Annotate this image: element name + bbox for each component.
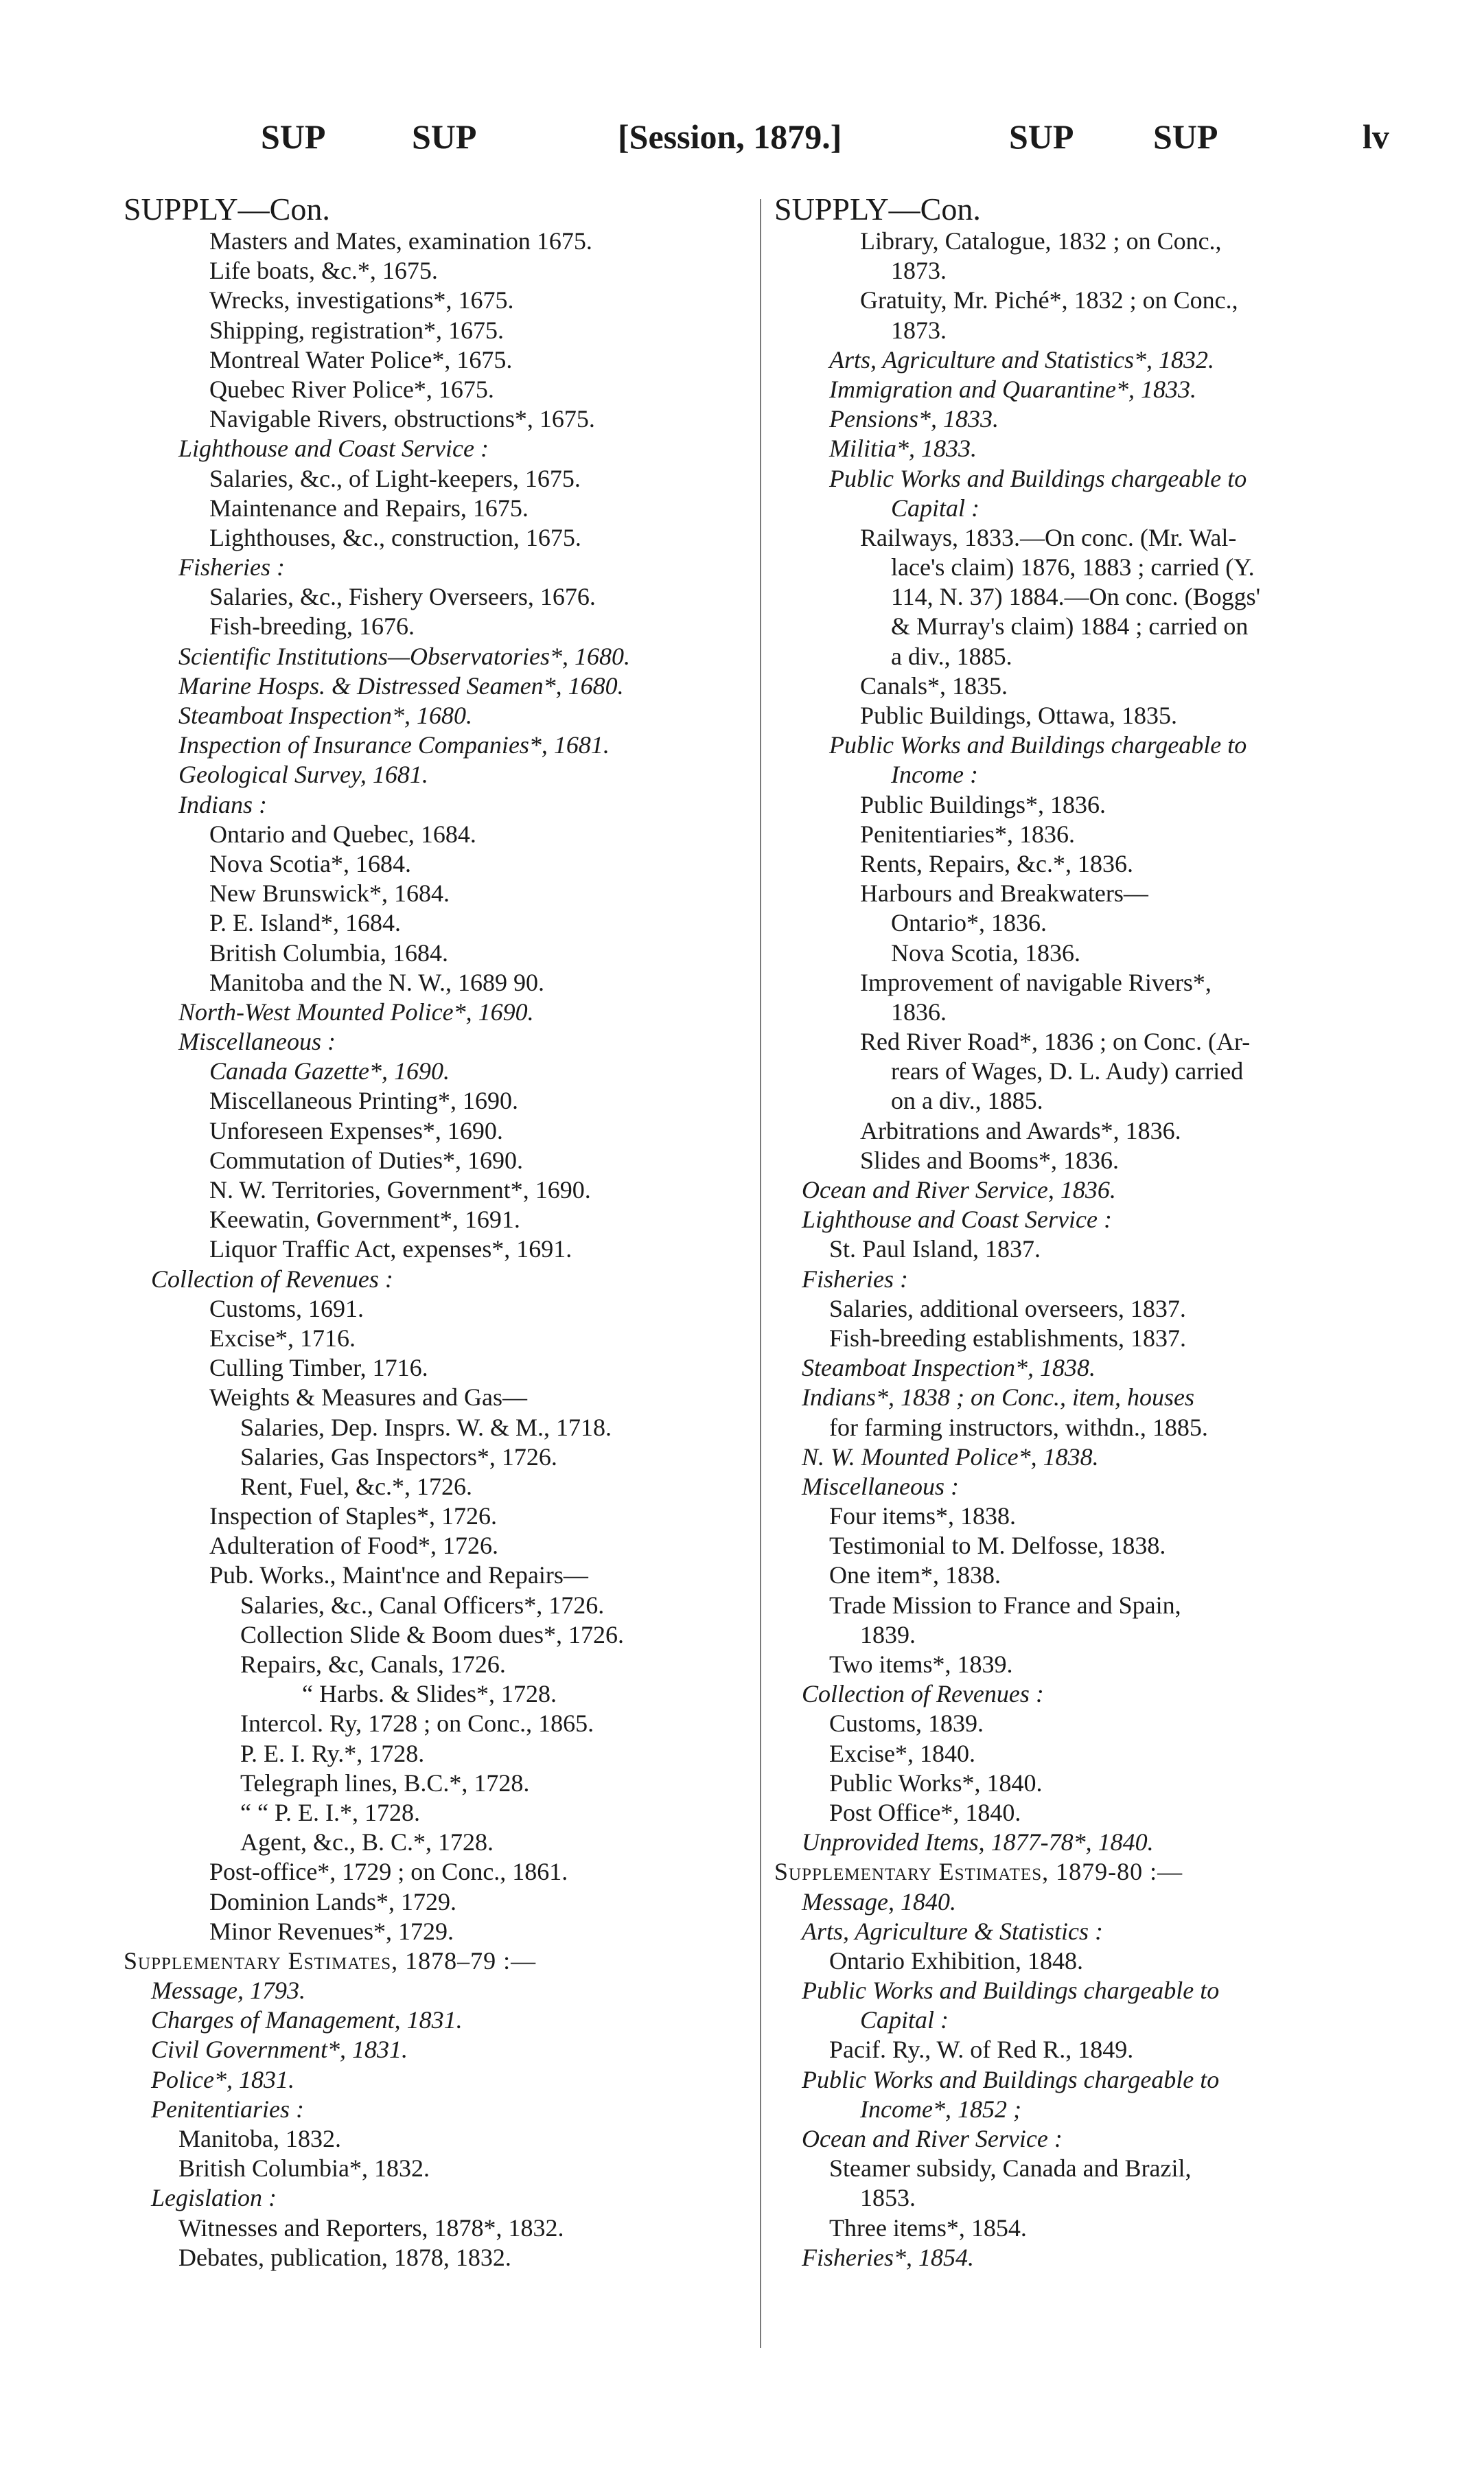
index-entry: Geological Survey, 1681. xyxy=(178,761,428,789)
left-column xyxy=(124,192,810,2273)
index-entry: Commutation of Duties*, 1690. xyxy=(209,1146,523,1174)
index-entry: Post-office*, 1729 ; on Conc., 1861. xyxy=(209,1858,568,1886)
index-entry: Arbitrations and Awards*, 1836. xyxy=(860,1116,1181,1145)
index-entry: Public Works*, 1840. xyxy=(829,1769,1043,1797)
index-entry: Income : xyxy=(891,761,978,789)
index-entry: Income*, 1852 ; xyxy=(860,2095,1021,2123)
index-entry: North-West Mounted Police*, 1690. xyxy=(178,998,534,1026)
index-entry: on a div., 1885. xyxy=(891,1087,1043,1115)
index-entry: Collection of Revenues : xyxy=(151,1265,393,1293)
index-entry: Ontario and Quebec, 1684. xyxy=(209,820,476,848)
index-entry: Agent, &c., B. C.*, 1728. xyxy=(240,1828,494,1856)
index-entry: Canals*, 1835. xyxy=(860,671,1008,700)
index-entry: Minor Revenues*, 1729. xyxy=(209,1917,454,1945)
index-entry: 1873. xyxy=(891,316,947,344)
index-entry: Shipping, registration*, 1675. xyxy=(209,316,504,344)
index-entry: P. E. Island*, 1684. xyxy=(209,909,401,937)
index-entry: Customs, 1839. xyxy=(829,1710,984,1738)
index-entry: Collection of Revenues : xyxy=(802,1680,1044,1708)
index-entry: Navigable Rivers, obstructions*, 1675. xyxy=(209,405,595,433)
index-entry: Salaries, Dep. Insprs. W. & M., 1718. xyxy=(240,1413,612,1441)
index-entry: Keewatin, Government*, 1691. xyxy=(209,1206,520,1234)
index-entry: Message, 1793. xyxy=(151,1977,305,2005)
index-entry: Manitoba, 1832. xyxy=(178,2125,341,2152)
index-entry: Steamer subsidy, Canada and Brazil, xyxy=(829,2154,1192,2183)
index-entry: Montreal Water Police*, 1675. xyxy=(209,345,513,373)
page-number: lv xyxy=(1363,117,1389,156)
index-entry: Pensions*, 1833. xyxy=(829,405,999,433)
running-header xyxy=(0,117,1484,165)
index-entry: Unprovided Items, 1877-78*, 1840. xyxy=(802,1828,1154,1856)
index-entry: rears of Wages, D. L. Audy) carried xyxy=(891,1057,1244,1085)
index-entry: Penitentiaries : xyxy=(151,2095,304,2123)
index-entry: Witnesses and Reporters, 1878*, 1832. xyxy=(178,2213,564,2242)
index-entry: Capital : xyxy=(891,494,980,522)
index-entry: Library, Catalogue, 1832 ; on Conc., xyxy=(860,227,1222,255)
index-entry: Three items*, 1854. xyxy=(829,2213,1027,2242)
index-entry: British Columbia*, 1832. xyxy=(178,2154,430,2183)
header-right-guide-1: SUP xyxy=(1009,117,1074,156)
index-entry: Scientific Institutions—Observatories*, 1680. xyxy=(178,642,630,670)
index-entry: 114, N. 37) 1884.—On conc. (Boggs' xyxy=(891,583,1261,611)
index-entry: Rents, Repairs, &c.*, 1836. xyxy=(860,849,1133,877)
index-entry: New Brunswick*, 1684. xyxy=(209,879,450,908)
index-entry: Telegraph lines, B.C.*, 1728. xyxy=(240,1769,530,1797)
index-entry: Supplementary Estimates, 1878–79 :— xyxy=(124,1946,537,1975)
index-entry: Intercol. Ry, 1728 ; on Conc., 1865. xyxy=(240,1710,594,1738)
index-entry: Quebec River Police*, 1675. xyxy=(209,375,494,403)
index-entry: Repairs, &c, Canals, 1726. xyxy=(240,1650,506,1678)
index-entry: P. E. I. Ry.*, 1728. xyxy=(240,1739,425,1767)
index-entry: Miscellaneous Printing*, 1690. xyxy=(209,1087,518,1115)
index-entry: Miscellaneous : xyxy=(178,1028,336,1056)
index-entry: Manitoba and the N. W., 1689 90. xyxy=(209,968,544,996)
index-entry: Salaries, Gas Inspectors*, 1726. xyxy=(240,1442,557,1471)
index-entry: Collection Slide & Boom dues*, 1726. xyxy=(240,1620,624,1648)
index-entry: “ “ P. E. I.*, 1728. xyxy=(240,1798,420,1826)
column-heading: SUPPLY—Con. xyxy=(124,192,330,227)
index-entry: Red River Road*, 1836 ; on Conc. (Ar- xyxy=(860,1028,1251,1056)
index-entry: 1873. xyxy=(891,257,947,285)
index-entry: Message, 1840. xyxy=(802,1887,956,1916)
index-entry: Adulteration of Food*, 1726. xyxy=(209,1532,498,1560)
header-right-guide-2: SUP xyxy=(1153,117,1218,156)
index-entry: 1839. xyxy=(860,1620,916,1648)
index-entry: Fisheries*, 1854. xyxy=(802,2243,974,2271)
index-entry: for farming instructors, withdn., 1885. xyxy=(829,1413,1208,1441)
index-entry: Harbours and Breakwaters— xyxy=(860,879,1148,908)
index-entry: N. W. Territories, Government*, 1690. xyxy=(209,1176,591,1204)
index-entry: Salaries, &c., Canal Officers*, 1726. xyxy=(240,1591,605,1619)
index-entry: Nova Scotia*, 1684. xyxy=(209,849,411,877)
index-entry: lace's claim) 1876, 1883 ; carried (Y. xyxy=(891,553,1255,582)
index-entry: Dominion Lands*, 1729. xyxy=(209,1887,456,1916)
index-entry: Immigration and Quarantine*, 1833. xyxy=(829,375,1196,403)
index-entry: Miscellaneous : xyxy=(802,1472,959,1500)
index-entry: Unforeseen Expenses*, 1690. xyxy=(209,1116,503,1145)
index-entry: Customs, 1691. xyxy=(209,1294,364,1322)
column-heading: SUPPLY—Con. xyxy=(774,192,981,227)
index-entry: Salaries, &c., Fishery Overseers, 1676. xyxy=(209,583,596,611)
index-entry: Militia*, 1833. xyxy=(829,435,977,463)
index-entry: Excise*, 1840. xyxy=(829,1739,975,1767)
index-entry: Public Works and Buildings chargeable to xyxy=(802,1977,1220,2005)
index-entry: Public Works and Buildings chargeable to xyxy=(802,2065,1220,2093)
index-entry: Ontario*, 1836. xyxy=(891,909,1047,937)
index-entry: Improvement of navigable Rivers*, xyxy=(860,968,1211,996)
index-entry: Fish-breeding, 1676. xyxy=(209,612,415,641)
index-entry: Indians : xyxy=(178,790,267,818)
index-entry: Inspection of Insurance Companies*, 1681. xyxy=(178,731,610,759)
index-entry: Maintenance and Repairs, 1675. xyxy=(209,494,529,522)
index-entry: Indians*, 1838 ; on Conc., item, houses xyxy=(802,1383,1194,1412)
index-entry: Charges of Management, 1831. xyxy=(151,2006,463,2034)
index-entry: Inspection of Staples*, 1726. xyxy=(209,1502,497,1530)
index-entry: Ocean and River Service : xyxy=(802,2125,1063,2152)
index-entry: Legislation : xyxy=(151,2184,277,2212)
index-entry: Civil Government*, 1831. xyxy=(151,2036,408,2064)
index-entry: Steamboat Inspection*, 1680. xyxy=(178,702,472,729)
index-entry: Four items*, 1838. xyxy=(829,1502,1017,1530)
index-entry: British Columbia, 1684. xyxy=(209,939,449,967)
index-entry: Salaries, &c., of Light-keepers, 1675. xyxy=(209,464,581,492)
index-entry: Salaries, additional overseers, 1837. xyxy=(829,1294,1186,1322)
index-entry: Culling Timber, 1716. xyxy=(209,1354,428,1382)
index-entry: 1853. xyxy=(860,2184,916,2212)
header-left-guide-1: SUP xyxy=(261,117,326,156)
index-entry: Arts, Agriculture & Statistics : xyxy=(802,1917,1103,1945)
index-entry: Two items*, 1839. xyxy=(829,1650,1013,1678)
index-entry: Public Buildings, Ottawa, 1835. xyxy=(860,702,1177,729)
index-entry: Rent, Fuel, &c.*, 1726. xyxy=(240,1472,472,1500)
index-entry: Liquor Traffic Act, expenses*, 1691. xyxy=(209,1235,572,1263)
index-entry: Ocean and River Service, 1836. xyxy=(802,1176,1116,1204)
right-column xyxy=(774,192,1461,2273)
index-entry: Public Works and Buildings chargeable to xyxy=(829,464,1247,492)
index-entry: Slides and Booms*, 1836. xyxy=(860,1146,1120,1174)
index-entry: Ontario Exhibition, 1848. xyxy=(829,1946,1083,1975)
index-entry: Public Buildings*, 1836. xyxy=(860,790,1106,818)
index-entry: Police*, 1831. xyxy=(151,2065,294,2093)
index-entry: Fisheries : xyxy=(178,553,285,582)
index-entry: Post Office*, 1840. xyxy=(829,1798,1021,1826)
index-entry: Nova Scotia, 1836. xyxy=(891,939,1080,967)
index-entry: Testimonial to M. Delfosse, 1838. xyxy=(829,1532,1166,1560)
index-entry: Railways, 1833.—On conc. (Mr. Wal- xyxy=(860,523,1237,551)
column-divider xyxy=(760,199,761,2348)
index-entry: Pacif. Ry., W. of Red R., 1849. xyxy=(829,2036,1134,2064)
header-session: [Session, 1879.] xyxy=(618,117,842,156)
index-entry: Wrecks, investigations*, 1675. xyxy=(209,286,514,314)
index-entry: & Murray's claim) 1884 ; carried on xyxy=(891,612,1249,641)
header-left-guide-2: SUP xyxy=(412,117,477,156)
index-entry: Debates, publication, 1878, 1832. xyxy=(178,2243,511,2271)
index-entry: One item*, 1838. xyxy=(829,1561,1001,1589)
index-entry: a div., 1885. xyxy=(891,642,1012,670)
index-entry: “ Harbs. & Slides*, 1728. xyxy=(302,1680,557,1708)
index-entry: Lighthouse and Coast Service : xyxy=(802,1206,1112,1234)
index-entry: Fisheries : xyxy=(802,1265,908,1293)
index-entry: N. W. Mounted Police*, 1838. xyxy=(802,1442,1099,1471)
index-entry: St. Paul Island, 1837. xyxy=(829,1235,1041,1263)
index-entry: 1836. xyxy=(891,998,947,1026)
index-entry: Capital : xyxy=(860,2006,949,2034)
index-entry: Trade Mission to France and Spain, xyxy=(829,1591,1181,1619)
index-entry: Excise*, 1716. xyxy=(209,1324,356,1352)
index-entry: Weights & Measures and Gas— xyxy=(209,1383,528,1412)
index-entry: Marine Hosps. & Distressed Seamen*, 1680. xyxy=(178,671,624,700)
index-entry: Lighthouses, &c., construction, 1675. xyxy=(209,523,581,551)
index-entry: Supplementary Estimates, 1879-80 :— xyxy=(774,1858,1183,1886)
index-entry: Lighthouse and Coast Service : xyxy=(178,435,489,463)
index-entry: Fish-breeding establishments, 1837. xyxy=(829,1324,1186,1352)
index-entry: Public Works and Buildings chargeable to xyxy=(829,731,1247,759)
index-entry: Masters and Mates, examination 1675. xyxy=(209,227,592,255)
index-entry: Life boats, &c.*, 1675. xyxy=(209,257,438,285)
index-entry: Steamboat Inspection*, 1838. xyxy=(802,1354,1095,1382)
index-entry: Canada Gazette*, 1690. xyxy=(209,1057,450,1085)
index-entry: Penitentiaries*, 1836. xyxy=(860,820,1075,848)
index-entry: Pub. Works., Maint'nce and Repairs— xyxy=(209,1561,588,1589)
index-entry: Gratuity, Mr. Piché*, 1832 ; on Conc., xyxy=(860,286,1238,314)
index-entry: Arts, Agriculture and Statistics*, 1832. xyxy=(829,345,1215,373)
